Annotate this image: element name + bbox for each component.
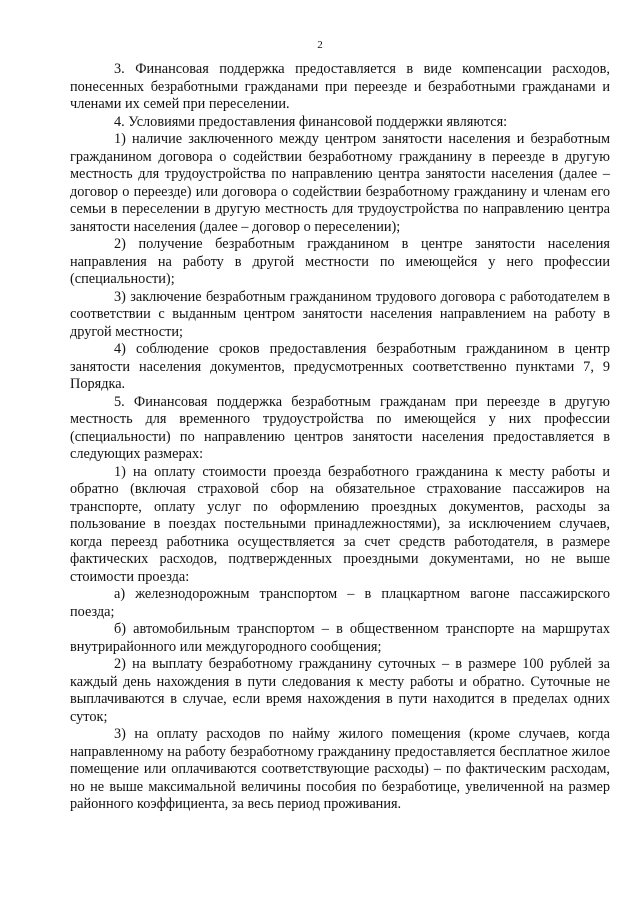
paragraph-5-item-1: 1) на оплату стоимости проезда безработного гражданина к месту работы и обратно (включая страховой сбор на обязательное страхование пассажиров на транспорте, оплату услуг по оформлению проездных документов, расходы за пользование в поездах постельными принадлежностями), за исключением случаев, когда переезд работника осуществляется за счет средств работодателя, в размере фактических расходов, подтвержденных проездными документами, но не выше стоимости проезда: — [70, 463, 610, 585]
paragraph-5: 5. Финансовая поддержка безработным гражданам при переезде в другую местность для временного трудоустройства по имеющейся у них профессии (специальности) по направлению центров занятости населения предоставляется в следующих размерах: — [70, 393, 610, 462]
paragraph-5-item-1-b: б) автомобильным транспортом – в общественном транспорте на маршрутах внутрирайонного или междугородного сообщения; — [70, 621, 610, 655]
document-body — [70, 61, 610, 814]
paragraph-4-item-2: 2) получение безработным гражданином в центре занятости населения направления на работу в другой местности по имеющейся у него профессии (специальности); — [70, 236, 610, 287]
paragraph-3: 3. Финансовая поддержка предоставляется в виде компенсации расходов, понесенных безработными гражданами при переезде и безработными гражданами и членами их семей при переселении. — [70, 61, 610, 112]
paragraph-4: 4. Условиями предоставления финансовой поддержки являются: — [114, 113, 508, 130]
paragraph-5-item-1-a: а) железнодорожным транспортом – в плацкартном вагоне пассажирского поезда; — [70, 586, 610, 620]
page-number: 2 — [317, 39, 323, 51]
paragraph-5-item-3: 3) на оплату расходов по найму жилого помещения (кроме случаев, когда направленному на работу безработному гражданину предоставляется бесплатное жилое помещение или оплачиваются соответствующие расходы) – по фактическим расходам, но не выше максимальной величины пособия по безработице, увеличенной на размер районного коэффициента, за весь период проживания. — [70, 726, 610, 812]
paragraph-4-item-3: 3) заключение безработным гражданином трудового договора с работодателем в соответствии с выданным центром занятости населения направлением на работу в другой местности; — [70, 288, 610, 340]
paragraph-4-item-4: 4) соблюдение сроков предоставления безработным гражданином в центр занятости населения документов, предусмотренных соответственно пунктами 7, 9 Порядка. — [70, 341, 610, 392]
paragraph-5-item-2: 2) на выплату безработному гражданину суточных – в размере 100 рублей за каждый день нахождения в пути следования к месту работы и обратно. Суточные не выплачиваются в случае, если время нахождения в пути находится в пределах одних суток; — [70, 656, 610, 725]
paragraph-4-item-1: 1) наличие заключенного между центром занятости населения и безработным гражданином договора о содействии безработному гражданину в переезде в другую местность для трудоустройства по направлению центра занятости населения (далее – договор о переезде) или договора о содействии безработному гражданину и членам его семьи в переселении в другую местность для трудоустройства по направлению центра занятости населения (далее – договор о переселении); — [70, 131, 610, 235]
